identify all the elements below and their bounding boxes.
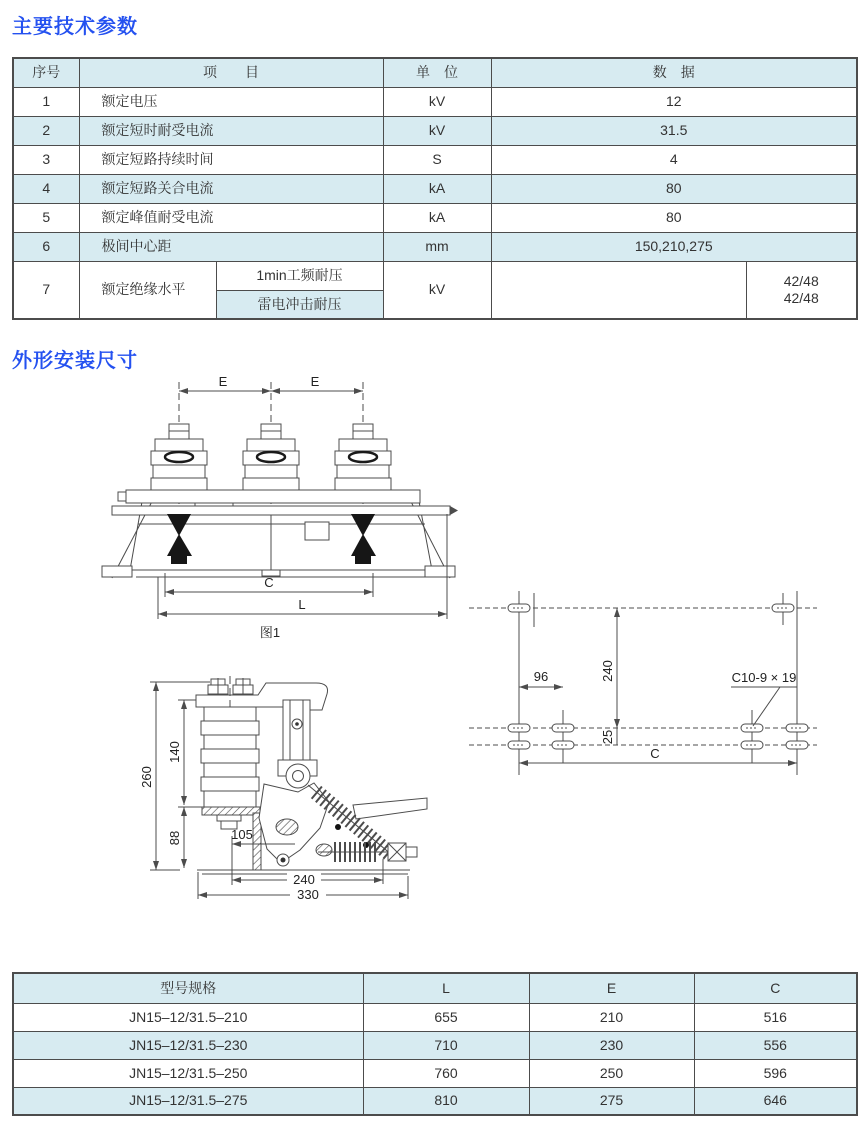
cell-e: 210 <box>529 1003 694 1031</box>
mounting-hole-layout-drawing <box>465 585 865 780</box>
contact-assembly-left <box>167 514 192 564</box>
dimension-l <box>158 514 447 619</box>
dim-label-e-right: E <box>310 374 320 389</box>
slot-size-label: C10-9 × 19 <box>731 670 797 685</box>
insulator-pole-middle <box>243 424 299 492</box>
dim-label-25: 25 <box>600 729 615 745</box>
dim-label-260: 260 <box>139 766 154 788</box>
cell-unit: mm <box>383 232 491 261</box>
params-header-row <box>13 58 857 87</box>
cell-item: 额定短路关合电流 <box>79 174 383 203</box>
cell-no: 6 <box>13 232 79 261</box>
model-dimensions-table <box>12 972 858 1116</box>
cell-data: 31.5 <box>491 116 857 145</box>
cell-c: 646 <box>694 1087 857 1115</box>
dim-label-240: 240 <box>600 660 615 682</box>
operating-shafts <box>112 490 458 576</box>
cell-item: 额定绝缘水平 <box>79 261 216 319</box>
cell-e: 250 <box>529 1059 694 1087</box>
header-c: C <box>694 973 857 1003</box>
param-row-3 <box>13 145 857 174</box>
cell-unit: kA <box>383 174 491 203</box>
cell-l: 810 <box>363 1087 529 1115</box>
cell-item: 额定短时耐受电流 <box>79 116 383 145</box>
section-title-parameters: 主要技术参数 <box>12 16 138 38</box>
cell-c: 516 <box>694 1003 857 1031</box>
dimension-96 <box>519 669 563 687</box>
cell-unit: kV <box>383 116 491 145</box>
cell-unit: S <box>383 145 491 174</box>
model-row-2 <box>13 1031 857 1059</box>
cell-subitem-2: 雷电冲击耐压 <box>216 290 383 319</box>
slot-callout <box>731 670 797 726</box>
cell-unit: kA <box>383 203 491 232</box>
param-row-2 <box>13 116 857 145</box>
cell-no: 5 <box>13 203 79 232</box>
dim-label-96: 96 <box>533 669 549 684</box>
cell-unit: kV <box>383 87 491 116</box>
dimension-88 <box>167 807 202 868</box>
drive-arm <box>278 700 317 788</box>
header-data: 数 据 <box>491 58 857 87</box>
cell-no: 1 <box>13 87 79 116</box>
cell-subitem-1: 1min工频耐压 <box>216 261 383 290</box>
cell-data-right <box>746 261 857 319</box>
cell-l: 760 <box>363 1059 529 1087</box>
cell-model: JN15–12/31.5–210 <box>13 1003 363 1031</box>
cell-no: 3 <box>13 145 79 174</box>
cell-data: 80 <box>491 174 857 203</box>
figure1-caption: 图1 <box>259 625 281 640</box>
dim-label-l: L <box>298 597 306 612</box>
cell-c: 556 <box>694 1031 857 1059</box>
cell-item: 额定峰值耐受电流 <box>79 203 383 232</box>
cell-model: JN15–12/31.5–275 <box>13 1087 363 1115</box>
header-item: 项 目 <box>79 58 383 87</box>
param-row-4 <box>13 174 857 203</box>
cell-l: 655 <box>363 1003 529 1031</box>
cell-e: 275 <box>529 1087 694 1115</box>
cell-data: 4 <box>491 145 857 174</box>
dim-label-e-left: E <box>218 374 228 389</box>
header-unit: 单 位 <box>383 58 491 87</box>
param-row-1 <box>13 87 857 116</box>
cell-item: 额定电压 <box>79 87 383 116</box>
dim-label-c: C <box>650 746 660 761</box>
header-no: 序号 <box>13 58 79 87</box>
model-row-3 <box>13 1059 857 1087</box>
dimension-140 <box>167 700 202 805</box>
cell-c: 596 <box>694 1059 857 1087</box>
param-row-7a <box>13 261 857 290</box>
dim-label-105: 105 <box>231 827 253 842</box>
header-l: L <box>363 973 529 1003</box>
dim-label-240: 240 <box>293 872 315 887</box>
figure1-front-view-drawing <box>100 374 460 646</box>
cell-no: 4 <box>13 174 79 203</box>
cell-l: 710 <box>363 1031 529 1059</box>
dim-label-88: 88 <box>167 830 182 846</box>
data-line-2: 42/48 <box>783 289 819 306</box>
technical-parameters-table <box>12 57 858 320</box>
cell-item: 额定短路持续时间 <box>79 145 383 174</box>
cell-data-left <box>491 261 746 319</box>
param-row-5 <box>13 203 857 232</box>
section-title-dimensions: 外形安装尺寸 <box>12 350 138 372</box>
cell-data: 12 <box>491 87 857 116</box>
dim-label-140: 140 <box>167 741 182 763</box>
cell-no: 7 <box>13 261 79 319</box>
param-row-6 <box>13 232 857 261</box>
cell-e: 230 <box>529 1031 694 1059</box>
dim-label-330: 330 <box>297 887 319 902</box>
model-row-1 <box>13 1003 857 1031</box>
cell-data: 150,210,275 <box>491 232 857 261</box>
header-model: 型号规格 <box>13 973 363 1003</box>
insulator-pole-right <box>335 424 391 492</box>
model-row-4 <box>13 1087 857 1115</box>
header-e: E <box>529 973 694 1003</box>
data-line-1: 42/48 <box>783 272 819 289</box>
models-header-row <box>13 973 857 1003</box>
cell-unit: kV <box>383 261 491 319</box>
dimension-240 <box>600 608 617 728</box>
cell-data: 80 <box>491 203 857 232</box>
cell-item: 极间中心距 <box>79 232 383 261</box>
side-view-drawing <box>140 652 445 910</box>
insulator-pole-left <box>151 424 207 492</box>
cell-no: 2 <box>13 116 79 145</box>
dim-label-c: C <box>264 575 274 590</box>
contact-assembly-right <box>351 514 376 564</box>
cell-model: JN15–12/31.5–250 <box>13 1059 363 1087</box>
cell-model: JN15–12/31.5–230 <box>13 1031 363 1059</box>
dimension-25 <box>600 728 617 745</box>
